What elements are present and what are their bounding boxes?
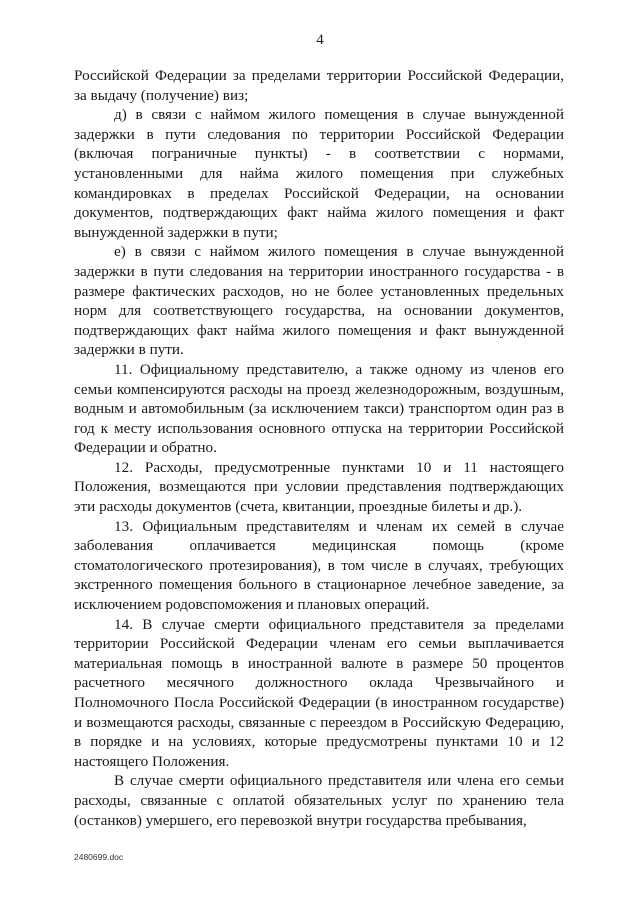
paragraph-12: 12. Расходы, предусмотренные пунктами 10 и 11 настоящего Положения, возмещаются при условии представления подтверждающих эти расходы документов (счета, квитанции, проездные билеты и др.). [74,458,564,516]
paragraph-14: 14. В случае смерти официального представителя за пределами территории Российской Федерации членам его семьи выплачивается материальная помощь в иностранной валюте в размере 50 процентов расчетного месячного должностного оклада Чрезвычайного и Полномочного Посла Российской Федерации (в иностранном государстве) и возмещаются расходы, связанные с переездом в Российскую Федерацию, в порядке и на условиях, которые предусмотрены пунктами 10 и 12 настоящего Положения. [74,615,564,770]
document-body [74,66,564,830]
page-number: 4 [316,32,324,48]
paragraph-14-death: В случае смерти официального представителя или члена его семьи расходы, связанные с оплатой обязательных услуг по хранению тела (останков) умершего, его перевозкой внутри государства пребывания, [74,772,564,829]
paragraph-continuation: Российской Федерации за пределами территории Российской Федерации, за выдачу (получение) виз; [74,67,564,104]
paragraph-d: д) в связи с наймом жилого помещения в случае вынужденной задержки в пути следования по территории Российской Федерации (включая пограничные пункты) - в соответствии с нормами, установленными для найма жилого помещения при служебных командировках в пределах Российской Федерации, на основании документов, подтверждающих факт найма жилого помещения и факт вынужденной задержки в пути; [74,106,564,241]
paragraph-11: 11. Официальному представителю, а также одному из членов его семьи компенсируются расходы на проезд железнодорожным, воздушным, водным и автомобильным (за исключением такси) транспортом один раз в год к месту использования основного отпуска на территории Российской Федерации и обратно. [74,360,564,457]
document-file-code: 2480699.doc [74,852,124,862]
paragraph-13: 13. Официальным представителям и членам их семей в случае заболевания оплачивается медицинская помощь (кроме стоматологического протезирования), в том числе в случаях, требующих экстренного помещения больного в стационарное лечебное заведение, за исключением родовспоможения и плановых операций. [74,517,564,614]
paragraph-e: е) в связи с наймом жилого помещения в случае вынужденной задержки в пути следования на территории иностранного государства - в размере фактических расходов, но не более установленных предельных норм для соответствующего государства, на основании документов, подтверждающих факт найма жилого помещения и факт вынужденной задержки в пути. [74,243,564,359]
